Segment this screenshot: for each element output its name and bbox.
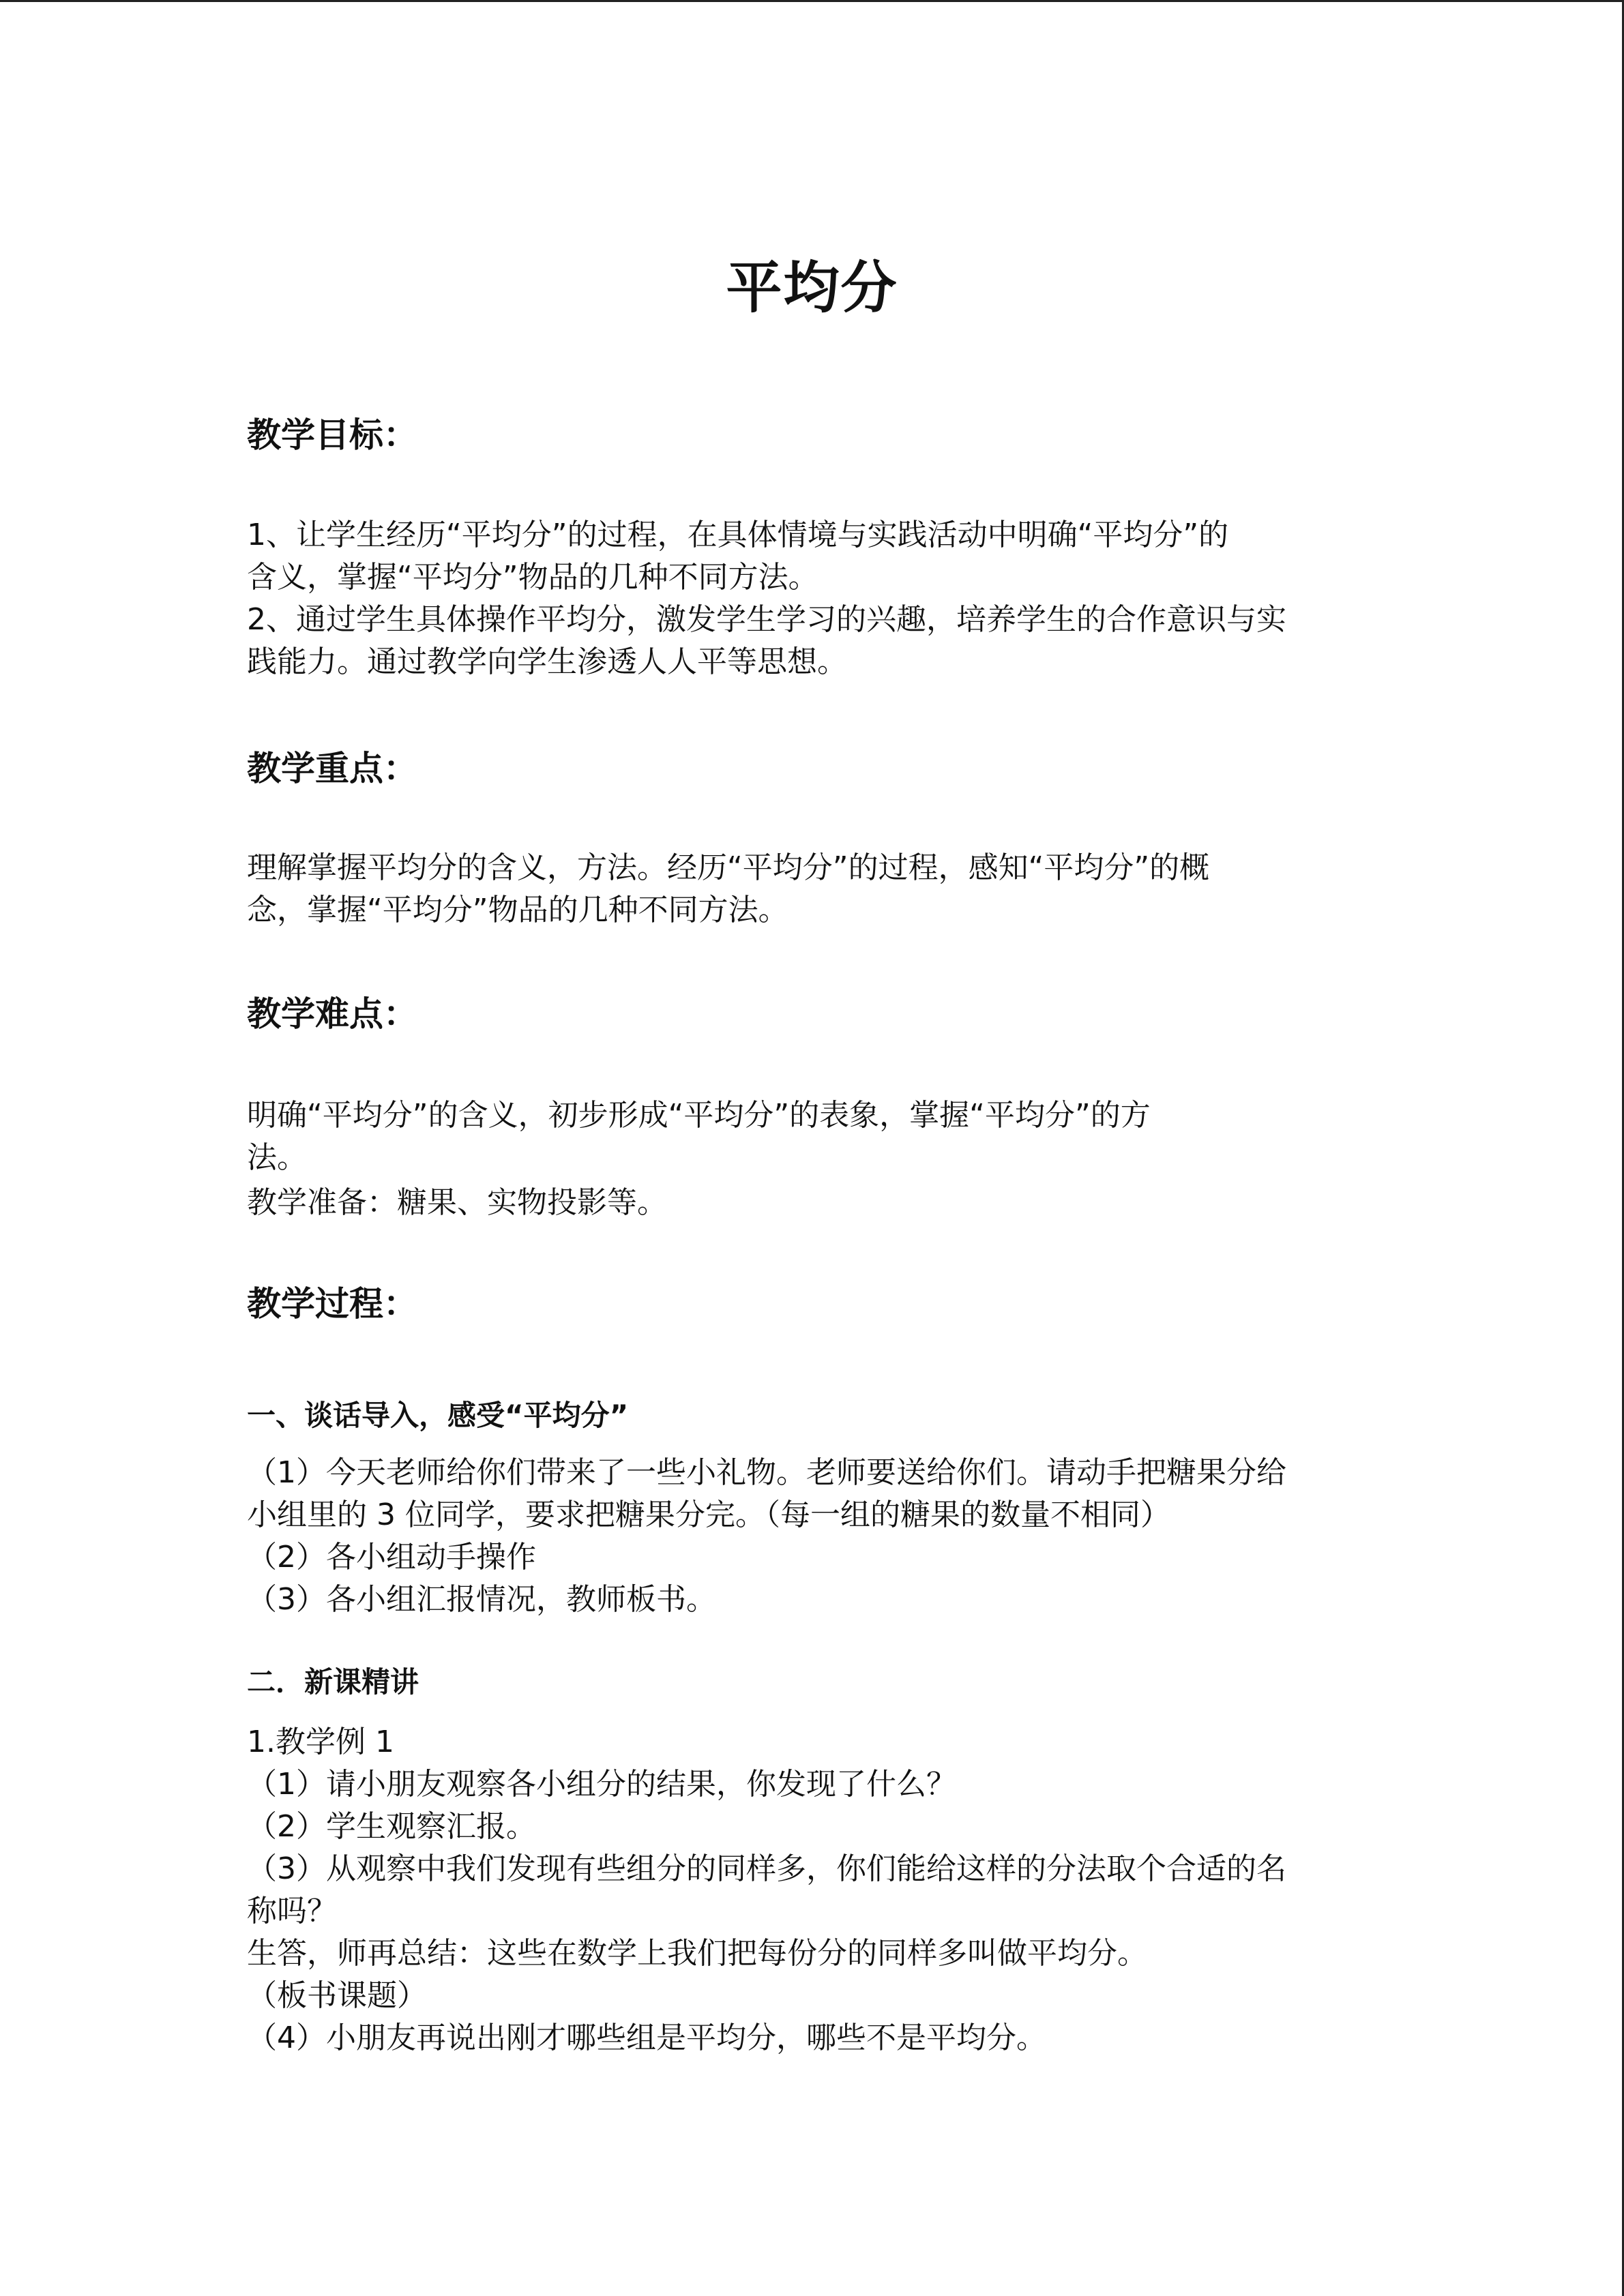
part2-line: 生答，师再总结：这些在数学上我们把每份分的同样多叫做平均分。 bbox=[247, 1936, 1147, 1971]
part2-line: 1.教学例 1 bbox=[247, 1725, 394, 1759]
part1-line: （3）各小组汇报情况，教师板书。 bbox=[247, 1582, 716, 1617]
key-points-line: 理解掌握平均分的含义，方法。经历“平均分”的过程，感知“平均分”的概 bbox=[247, 850, 1210, 885]
part2-heading: 二．新课精讲 bbox=[247, 1665, 419, 1699]
part2-line: （2）学生观察汇报。 bbox=[247, 1809, 536, 1844]
part1-line: 小组里的 3 位同学，要求把糖果分完。（每一组的糖果的数量不相同） bbox=[247, 1497, 1170, 1532]
objectives-line: 1、让学生经历“平均分”的过程，在具体情境与实践活动中明确“平均分”的 bbox=[247, 518, 1229, 552]
part2-line: （1）请小朋友观察各小组分的结果，你发现了什么？ bbox=[247, 1767, 956, 1802]
difficulties-line: 明确“平均分”的含义，初步形成“平均分”的表象，掌握“平均分”的方 bbox=[247, 1098, 1151, 1133]
objectives-line: 含义，掌握“平均分”物品的几种不同方法。 bbox=[247, 560, 818, 595]
objectives-line: 2、通过学生具体操作平均分，激发学生学习的兴趣，培养学生的合作意识与实 bbox=[247, 602, 1286, 637]
difficulties-heading: 教学难点： bbox=[247, 994, 417, 1034]
difficulties-line: 教学准备：糖果、实物投影等。 bbox=[247, 1185, 667, 1220]
part1-line: （2）各小组动手操作 bbox=[247, 1540, 536, 1575]
part1-heading: 一、谈话导入，感受“平均分” bbox=[247, 1399, 629, 1432]
difficulties-line: 法。 bbox=[247, 1140, 307, 1175]
part2-line: 称吗？ bbox=[247, 1894, 337, 1928]
objectives-line: 践能力。通过教学向学生渗透人人平等思想。 bbox=[247, 644, 847, 679]
key-points-heading: 教学重点： bbox=[247, 749, 417, 788]
key-points-line: 念，掌握“平均分”物品的几种不同方法。 bbox=[247, 893, 788, 927]
part2-line: （3）从观察中我们发现有些组分的同样多，你们能给这样的分法取个合适的名 bbox=[247, 1851, 1286, 1886]
process-heading: 教学过程： bbox=[247, 1284, 417, 1324]
objectives-heading: 教学目标： bbox=[247, 415, 417, 455]
document-title: 平均分 bbox=[726, 256, 898, 320]
part2-line: （板书课题） bbox=[247, 1978, 427, 2013]
part2-line: （4）小朋友再说出刚才哪些组是平均分，哪些不是平均分。 bbox=[247, 2021, 1046, 2055]
part1-line: （1）今天老师给你们带来了一些小礼物。老师要送给你们。请动手把糖果分给 bbox=[247, 1455, 1286, 1490]
